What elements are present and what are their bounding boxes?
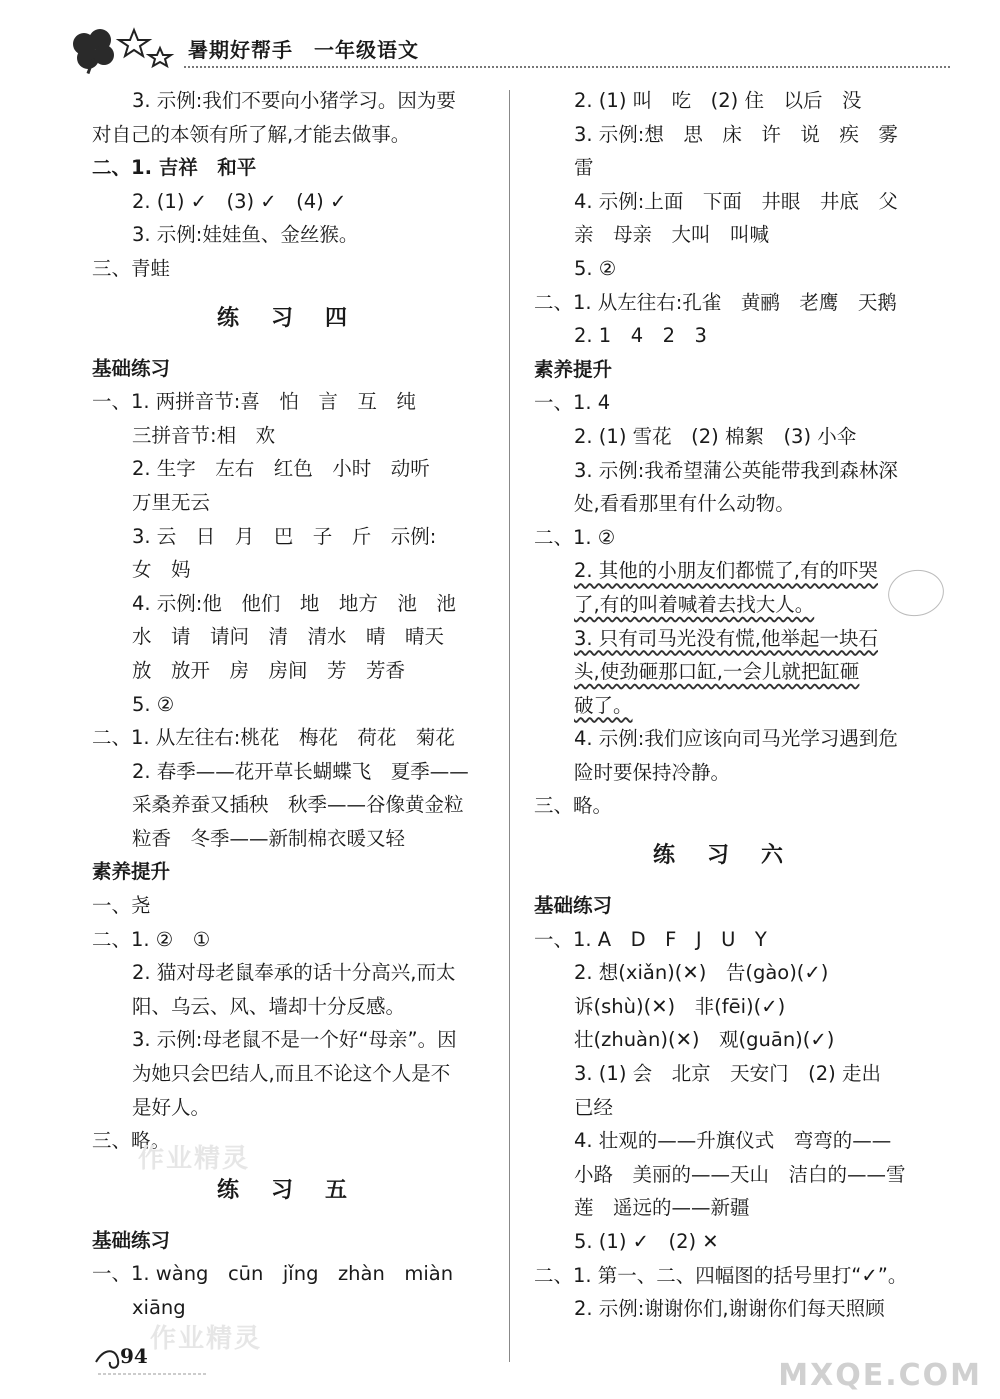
answer-line: 2. 想(xiǎn)(✕) 告(gào)(✓) (574, 961, 829, 985)
answer-line: 2. 生字 左右 红色 小时 动听 (132, 457, 430, 481)
answer-line: 二、1. 从左往右:桃花 梅花 荷花 菊花 (92, 726, 455, 750)
underlined-answer-line: 3. 只有司马光没有慌,他举起一块石 (574, 626, 879, 650)
answer-line: 处,看看那里有什么动物。 (574, 492, 795, 516)
answer-line: 二、1. ② (534, 525, 616, 549)
footer-swirl-icon (94, 1340, 214, 1380)
exercise-title: 练习五 (216, 1177, 379, 1203)
right-column (534, 84, 934, 1326)
answer-line: 4. 示例:我们应该向司马光学习遇到危 (574, 727, 898, 751)
answer-line: 2. 1 4 2 3 (574, 324, 707, 348)
answer-line: 采桑养蚕又插秧 秋季——谷像黄金粒 (132, 793, 464, 817)
answer-line: 2. (1) 雪花 (2) 棉絮 (3) 小伞 (574, 424, 857, 448)
answer-line: 4. 示例:他 他们 地 地方 池 池 (132, 591, 456, 615)
answer-line: 3. 示例:我们不要向小猪学习。因为要 (132, 89, 456, 112)
exercise-title: 练习六 (652, 843, 815, 869)
answer-line: 4. 壮观的——升旗仪式 弯弯的—— (574, 1129, 892, 1153)
answer-line: 放 放开 房 房间 芳 芳香 (132, 658, 406, 682)
answer-line: 2. (1) 叫 吃 (2) 住 以后 没 (574, 89, 862, 112)
answer-line: 3. 云 日 月 巴 子 斤 示例: (132, 524, 437, 548)
section-heading: 基础练习 (92, 1228, 171, 1252)
answer-line: 三、略。 (92, 1129, 171, 1153)
answer-line: 一、尧 (92, 894, 151, 918)
answer-line: xiāng (132, 1296, 186, 1319)
answer-line: 是好人。 (132, 1095, 211, 1119)
answer-line: 对自己的本领有所了解,才能去做事。 (92, 122, 411, 146)
answer-line: 莲 遥远的——新疆 (574, 1196, 750, 1220)
header-dotted-rule (184, 66, 950, 68)
corner-watermark (778, 1303, 982, 1393)
answer-line: 三拼音节:相 欢 (132, 423, 276, 447)
answer-line: 一、1. A D F J U Y (534, 927, 767, 951)
page-header (0, 0, 1000, 78)
section-heading: 基础练习 (92, 356, 171, 380)
answer-line: 一、1. 4 (534, 391, 611, 415)
answer-line: 已经 (574, 1095, 614, 1119)
corner-watermark-text: MXQE.COM (778, 1358, 982, 1393)
clover-stars-logo-icon (62, 22, 182, 74)
section-heading: 基础练习 (534, 894, 613, 918)
underlined-answer-line: 2. 其他的小朋友们都慌了,有的吓哭 (574, 559, 879, 583)
answer-line: 亲 母亲 大叫 叫喊 (574, 223, 770, 247)
section-heading: 素养提升 (534, 357, 613, 381)
section-heading: 素养提升 (92, 860, 171, 884)
answer-line: 女 妈 (132, 558, 191, 582)
column-divider (509, 90, 510, 1362)
answer-line: 万里无云 (132, 490, 211, 514)
answer-line: 3. 示例:娃娃鱼、金丝猴。 (132, 223, 359, 247)
answer-line: 小路 美丽的——天山 洁白的——雪 (574, 1162, 906, 1186)
answer-line: 4. 示例:上面 下面 井眼 井底 父 (574, 189, 898, 213)
answer-line: 一、1. 两拼音节:喜 怕 言 互 纯 (92, 390, 416, 414)
answer-line: 一、1. wàng cūn jǐng zhàn miàn (92, 1262, 454, 1286)
answer-line: 诉(shù)(✕) 非(fēi)(✓) (574, 994, 786, 1018)
underlined-answer-line: 头,使劲砸那口缸,一会儿就把缸砸 (574, 660, 860, 684)
answer-line: 3. 示例:想 思 床 许 说 疾 雾 (574, 122, 898, 146)
answer-line: 5. (1) ✓ (2) ✕ (574, 1230, 719, 1253)
answer-line: 3. 示例:我希望蒲公英能带我到森林深 (574, 458, 898, 482)
answer-line: 雷 (574, 156, 594, 180)
answer-line: 阳、乌云、风、墙却十分反感。 (132, 994, 406, 1018)
underlined-answer-line: 破了。 (574, 693, 633, 717)
answer-line: 3. (1) 会 北京 天安门 (2) 走出 (574, 1062, 881, 1086)
answer-line: 5. ② (574, 256, 617, 280)
answer-line: 二、1. 吉祥 和平 (92, 156, 257, 180)
watermark-text: 作业精灵 (138, 1144, 251, 1174)
answer-line: 水 请 请问 清 清水 晴 晴天 (132, 625, 445, 649)
header-title: 暑期好帮手 一年级语文 (188, 38, 419, 62)
answer-line: 粒香 冬季——新制棉衣暖又轻 (132, 826, 406, 850)
page-number: 94 (120, 1344, 148, 1368)
answer-line: 三、青蛙 (92, 256, 171, 280)
answer-line: 二、1. ② ① (92, 927, 211, 951)
answer-line: 二、1. 第一、二、四幅图的括号里打“✓”。 (534, 1263, 908, 1287)
answer-line: 2. (1) ✓ (3) ✓ (4) ✓ (132, 189, 347, 213)
underlined-answer-line: 了,有的叫着喊着去找大人。 (574, 592, 815, 616)
answer-line: 3. 示例:母老鼠不是一个好“母亲”。因 (132, 1028, 457, 1052)
answer-line: 2. 猫对母老鼠奉承的话十分高兴,而太 (132, 961, 456, 985)
answer-line: 险时要保持冷静。 (574, 760, 731, 784)
answer-line: 2. 春季——花开草长蝴蝶飞 夏季—— (132, 759, 469, 783)
answer-line: 为她只会巴结人,而且不论这个人是不 (132, 1062, 451, 1086)
answer-line: 2. 示例:谢谢你们,谢谢你们每天照顾 (574, 1297, 885, 1321)
watermark-text: 作业精灵 (150, 1324, 263, 1354)
exercise-title: 练习四 (216, 305, 379, 331)
answer-line: 三、略。 (534, 794, 613, 818)
answer-line: 二、1. 从左往右:孔雀 黄鹂 老鹰 天鹅 (534, 290, 897, 314)
answer-line: 5. ② (132, 692, 175, 716)
answer-line: 壮(zhuàn)(✕) 观(guān)(✓) (574, 1028, 835, 1052)
